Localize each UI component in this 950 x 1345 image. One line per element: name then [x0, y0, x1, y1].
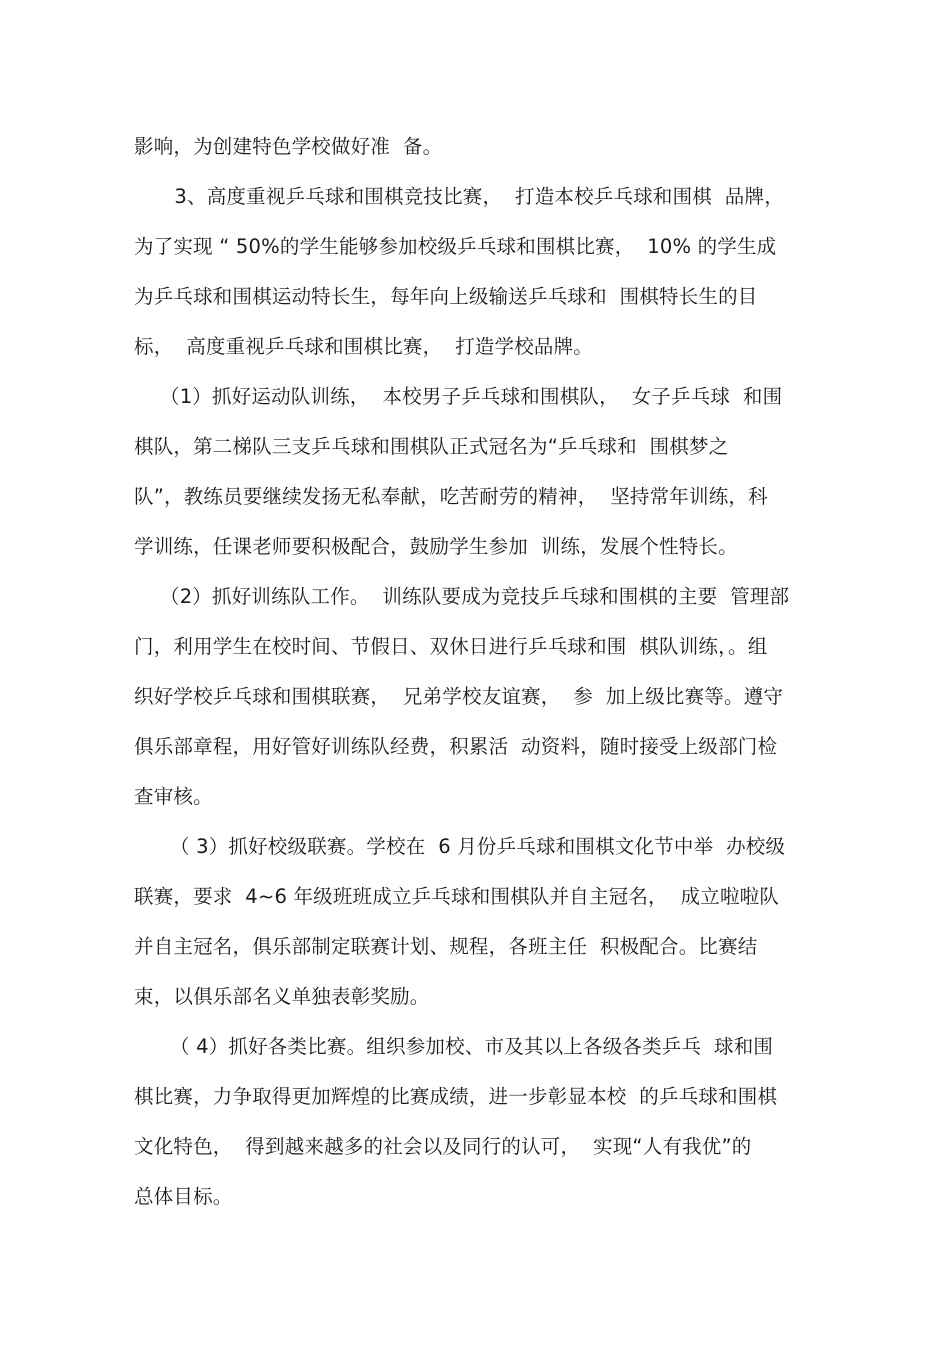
- text-line: 俱乐部章程，用好管好训练队经费，积累活 动资料，随时接受上级部门检: [134, 735, 778, 758]
- text-line: 束，以俱乐部名义单独表彰奖励。: [134, 985, 430, 1008]
- text-line: 总体目标。: [134, 1185, 233, 1208]
- text-line: 为乒乓球和围棋运动特长生，每年向上级输送乒乓球和 围棋特长生的目: [134, 285, 758, 308]
- text-line: 为了实现 “ 50%的学生能够参加校级乒乓球和围棋比赛， 10% 的学生成: [134, 235, 777, 258]
- text-line: 标， 高度重视乒乓球和围棋比赛， 打造学校品牌。: [134, 335, 593, 358]
- text-line: （2）抓好训练队工作。 训练队要成为竞技乒乓球和围棋的主要 管理部: [160, 585, 790, 608]
- text-line: 并自主冠名，俱乐部制定联赛计划、规程，各班主任 积极配合。比赛结: [134, 935, 758, 958]
- text-line: 棋比赛，力争取得更加辉煌的比赛成绩，进一步彰显本校 的乒乓球和围棋: [134, 1085, 778, 1108]
- text-line: （ 4）抓好各类比赛。组织参加校、市及其以上各级各类乒乓 球和围: [170, 1035, 774, 1058]
- text-line: 联赛，要求 4~6 年级班班成立乒乓球和围棋队并自主冠名， 成立啦啦队: [134, 885, 780, 908]
- text-line: 查审核。: [134, 785, 213, 808]
- text-line: 学训练，任课老师要积极配合，鼓励学生参加 训练，发展个性特长。: [134, 535, 738, 558]
- text-line: 门，利用学生在校时间、节假日、双休日进行乒乓球和围 棋队训练，。组: [134, 635, 768, 658]
- text-line: 3、高度重视乒乓球和围棋竞技比赛， 打造本校乒乓球和围棋 品牌，: [168, 185, 784, 208]
- text-line: 棋队，第二梯队三支乒乓球和围棋队正式冠名为“乒乓球和 围棋梦之: [134, 435, 729, 458]
- text-line: （ 3）抓好校级联赛。学校在 6 月份乒乓球和围棋文化节中举 办校级: [170, 835, 786, 858]
- text-line: 队”，教练员要继续发扬无私奉献，吃苦耐劳的精神， 坚持常年训练，科: [134, 485, 768, 508]
- text-line: 影响，为创建特色学校做好准 备。: [134, 135, 443, 158]
- text-line: 文化特色， 得到越来越多的社会以及同行的认可， 实现“人有我优”的: [134, 1135, 752, 1158]
- text-line: （1）抓好运动队训练， 本校男子乒乓球和围棋队， 女子乒乓球 和围: [160, 385, 783, 408]
- text-line: 织好学校乒乓球和围棋联赛， 兄弟学校友谊赛， 参 加上级比赛等。遵守: [134, 685, 784, 708]
